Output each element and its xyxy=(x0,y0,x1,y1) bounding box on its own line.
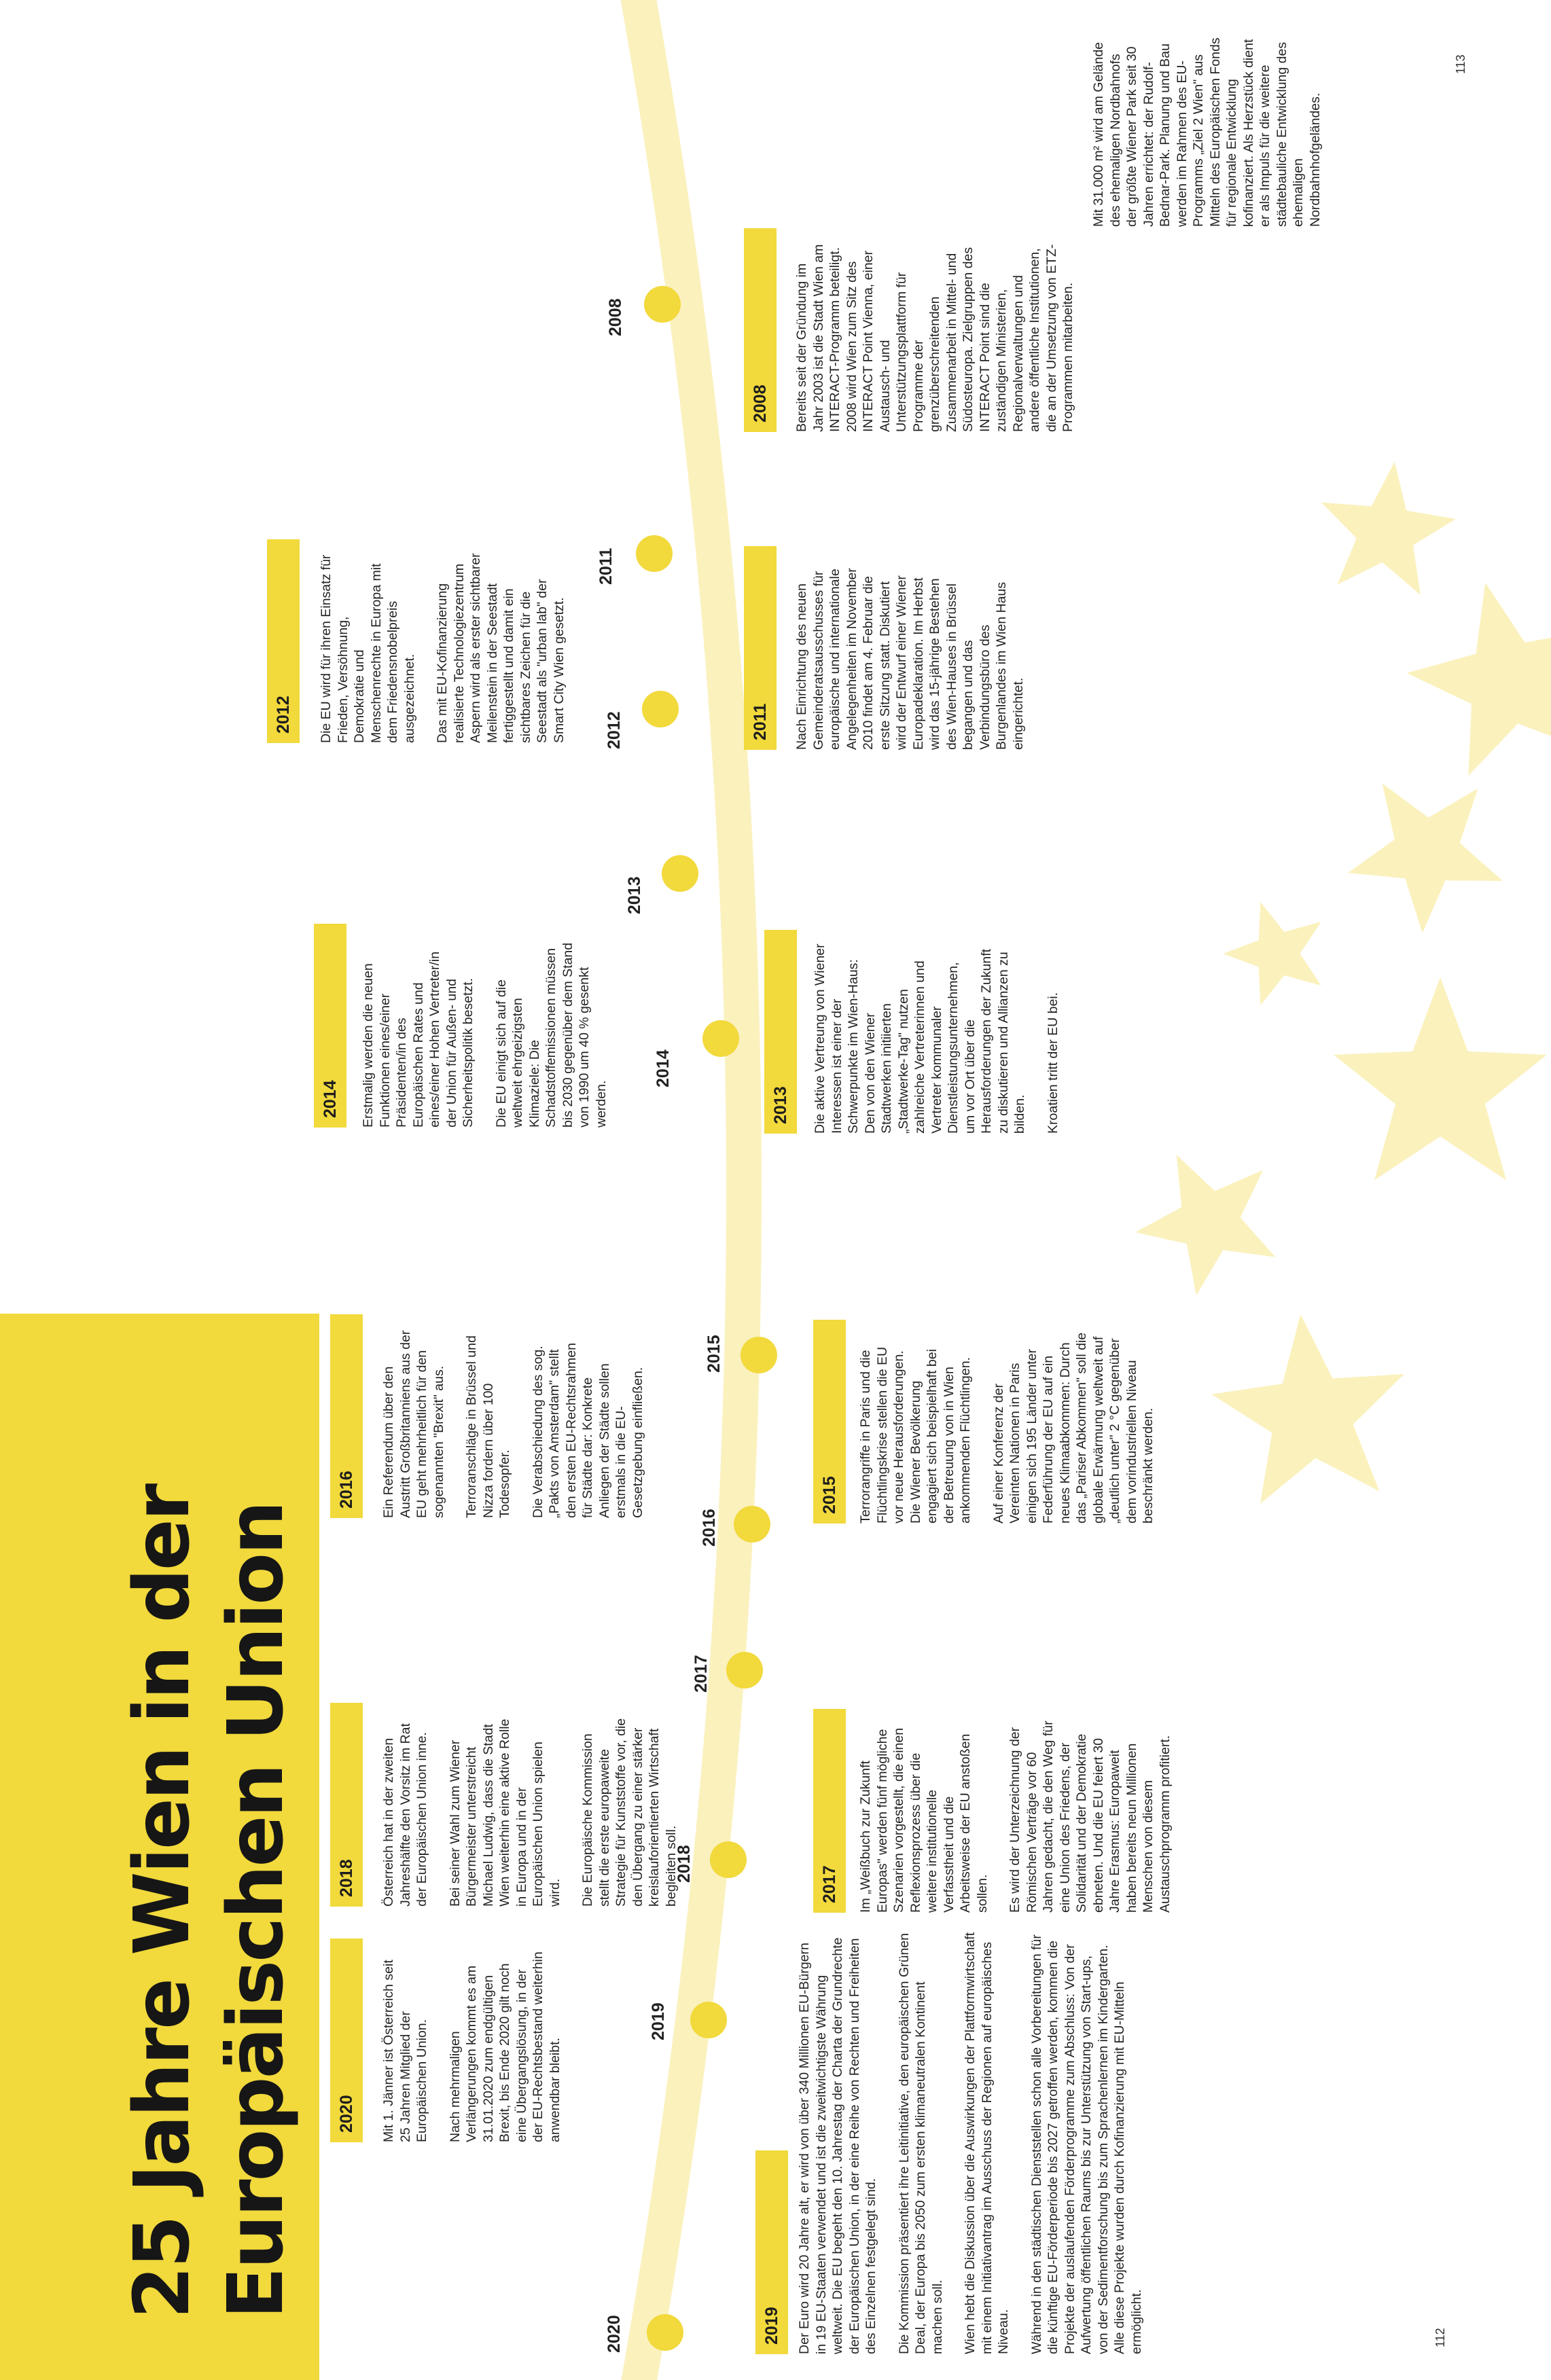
timeline-dot xyxy=(741,1337,777,1373)
entry-text-2011 xyxy=(794,556,1043,750)
entry-text-2015 xyxy=(857,1330,1173,1523)
entry-paragraph: Die Verabschiedung des sog. „Pakts von Amsterdam" stellt den ersten EU-Rechtsrahmen für Städte dar: Konkrete Anliegen der Städte sollen erstmals in die EU- Gesetzgebung einfließen. xyxy=(530,1343,645,1518)
entry-paragraph: Terrorangriffe in Paris und die Flüchtlingskrise stellen die EU vor neue Herausforderungen. Die Wiener Bevölkerung engagiert sich beispielhaft bei der Betreuung von in Wien ankommenden Flüchtlingen. xyxy=(858,1346,973,1523)
timeline-label: 2008 xyxy=(606,298,625,336)
timeline-dot xyxy=(710,1841,747,1878)
year-header-2013: 2013 xyxy=(764,930,797,1134)
entry-paragraph: Bereits seit der Gründung im Jahr 2003 ist die Stadt Wien am INTERACT-Programm beteiligt. 2008 wird Wien zum Sitz des INTERACT Point Vienna, einer Austausch- und Unterstützungsplattform für Programme der grenzüberschreitenden Zusammenarbeit in Mittel- und Südosteuropa. Zielgruppen des INTERACT Point sind die zuständigen Ministerien, Regionalverwaltungen und andere öffentliche Institutionen, die an der Umsetzung von ETZ-Programmen mitarbeiten. xyxy=(794,244,1075,432)
entry-paragraph: Im „Weißbuch zur Zukunft Europas" werden fünf mögliche Szenarien vorgestellt, die einen Reflexionsprozess über die weitere institutionelle Verfasstheit und die Arbeitsweise der EU anstoßen sollen. xyxy=(858,1727,990,1913)
timeline-label: 2020 xyxy=(605,2315,624,2353)
entry-paragraph: Die Kommission präsentiert ihre Leitinitiative, den europäischen Grünen Deal, der Europa bis 2050 zum ersten klimaneutralen Kontinent machen soll. xyxy=(896,1933,945,2354)
entry-text-2018 xyxy=(380,1713,696,1907)
entry-text-2012 xyxy=(318,549,584,743)
timeline-dot xyxy=(647,2314,683,2351)
entry-paragraph: Bei seiner Wahl zum Wiener Bürgermeister unterstreicht Michael Ludwig, dass die Stadt Wien weiterhin eine aktive Rolle in Europa und in der Europäischen Union spielen wird. xyxy=(447,1718,563,1907)
entry-paragraph: Nach mehrmaligen Verlängerungen kommt es am 31.01.2020 zum endgültigen Brexit, bis Ende 2020 gilt noch eine Übergangslösung, in der der EU-Rechtsbestand weiterhin anwendbar bleibt. xyxy=(447,1951,563,2142)
timeline-label: 2013 xyxy=(625,876,644,914)
timeline-label: 2016 xyxy=(700,1509,719,1547)
entry-text-2016 xyxy=(380,1324,662,1518)
timeline-label: 2017 xyxy=(692,1655,711,1693)
timeline-dot xyxy=(726,1652,763,1689)
title-line-2: Europäischen Union xyxy=(212,1502,300,2319)
entry-paragraph: Nach Einrichtung des neuen Gemeinderatsausschusses für europäische und internationale Angelegenheiten im November 2010 findet am 4. Februar die erste Sitzung statt. Diskutiert wird der Entwurf einer Wiener Europadeklaration. Im Herbst wird das 15-jährige Bestehen des Wien-Hauses in Brüssel begangen und das Verbindungsbüro des Burgenlandes im Wien Haus eingerichtet. xyxy=(794,568,1026,750)
entry-paragraph: Erstmalig werden die neuen Funktionen eines/einer Präsidenten/in des Europäischen Rates und eines/einer Hohen Vertreter/in der Union für Außen- und Sicherheitspolitik besetzt. xyxy=(361,951,476,1128)
entry-paragraph: Der Euro wird 20 Jahre alt, er wird von über 340 Millionen EU-Bürgern in 19 EU-Staaten verwendet und ist die zweitwichtigste Währung weltweit. Die EU begeht den 10. Jahrestag der Charta der Grundrechte der Europäischen Union, in der eine Reihe von Rechten und Freiheiten des Einzelnen festgelegt sind. xyxy=(797,1937,878,2354)
timeline-dot xyxy=(644,286,681,323)
entry-paragraph: Mit 1. Jänner ist Österreich seit 25 Jahren Mitglied der Europäischen Union. xyxy=(381,1960,429,2142)
year-header-2016: 2016 xyxy=(330,1314,363,1518)
timeline-dot xyxy=(642,691,679,727)
timeline-dot xyxy=(636,535,673,572)
entry-text-2017 xyxy=(857,1719,1190,1913)
year-header-2020: 2020 xyxy=(330,1939,363,2142)
entry-text-2014 xyxy=(360,934,626,1128)
timeline-label: 2019 xyxy=(649,2002,668,2040)
entry-paragraph: Ein Referendum über den Austritt Großbritanniens aus der EU geht mehrheitlich für den sogenannten "Brexit" aus. xyxy=(381,1330,446,1518)
entry-paragraph: Die Europäische Kommission stellt die erste europaweite Strategie für Kunststoffe vor, die den Übergang zu einer stärker kreislauforientierten Wirtschaft begleiten soll. xyxy=(580,1718,679,1907)
entry-text-2013 xyxy=(812,940,1077,1134)
page-number-right: 113 xyxy=(1454,54,1467,74)
timeline-dot xyxy=(734,1506,770,1543)
page-number-left: 112 xyxy=(1433,2328,1447,2347)
year-header-2012: 2012 xyxy=(267,539,300,743)
timeline-label: 2015 xyxy=(705,1335,724,1373)
year-header-2011: 2011 xyxy=(744,546,777,750)
timeline-dot xyxy=(662,855,698,892)
timeline-label: 2014 xyxy=(654,1049,673,1087)
timeline-label: 2011 xyxy=(596,547,616,585)
entry-text-2019 xyxy=(796,1932,1161,2354)
entry-text-2008-col1 xyxy=(794,238,1093,432)
year-header-2008: 2008 xyxy=(744,228,777,432)
timeline-dot xyxy=(702,1020,739,1057)
title-line-1: 25 Jahre Wien in der xyxy=(118,1485,207,2319)
entry-paragraph: Auf einer Konferenz der Vereinten Nationen in Paris einigen sich 195 Länder unter Federführung der EU auf ein neues Klimaabkommen: Durch das „Pariser Abkommen" soll die globale Erwärmung weltweit auf „deutlich unter" 2 °C gegenüber dem vorindustriellen Niveau beschränkt werden. xyxy=(991,1332,1156,1523)
entry-paragraph: Wien hebt die Diskussion über die Auswirkungen der Plattformwirtschaft mit einem Initiativantrag im Ausschuss der Regionen auf europäisches Niveau. xyxy=(963,1932,1011,2354)
year-header-2018: 2018 xyxy=(330,1703,363,1907)
entry-paragraph: Es wird der Unterzeichnung der Römischen Verträge vor 60 Jahren gedacht, die den Weg für eine Union des Friedens, der Solidarität und der Demokratie ebneten. Und die EU feiert 30 Jahre Erasmus: Europaweit haben bereits neun Millionen Menschen von diesem Austauschprogramm profitiert. xyxy=(1008,1720,1173,1913)
timeline-label: 2018 xyxy=(675,1845,694,1883)
entry-paragraph: Die EU einigt sich auf die weltweit ehrgeizigsten Klimaziele: Die Schadstoffemissionen müssen bis 2030 gegenüber dem Stand von 1990 um 40 % gesenkt werden. xyxy=(493,942,609,1128)
entry-paragraph: Die EU wird für ihren Einsatz für Frieden, Versöhnung, Demokratie und Menschenrechte in Europa mit dem Friedensnobelpreis ausgezeichnet. xyxy=(319,554,417,743)
timeline-label: 2012 xyxy=(605,711,624,749)
entry-paragraph: Österreich hat in der zweiten Jahreshälfte den Vorsitz im Rat der Europäischen Union inne. xyxy=(381,1723,429,1907)
year-header-2014: 2014 xyxy=(314,924,346,1128)
year-header-2017: 2017 xyxy=(813,1709,846,1913)
entry-paragraph: Während in den städtischen Dienststellen schon alle Vorbereitungen für die künftige EU-Förderperiode bis 2027 getroffen werden, kommen die Projekte der auslaufenden Förderprogramme zum Abschluss: Von der Aufwertung öffentlichen Raums bis zur Unterstützung von Start-ups, von der Sedimentforschung bis zum Sprachenlernen im Kindergarten. Alle diese Projekte wurden durch Kofinanzierung mit EU-Mitteln ermöglicht. xyxy=(1029,1934,1144,2354)
entry-paragraph: Die aktive Vertreung von Wiener Interessen ist einer der Schwerpunkte im Wien-Haus: Den von den Wiener Stadtwerken initiierten „Stadtwerke-Tag" nutzen zahlreiche Vertreterinnen und Vertreter kommunaler Dienstleistungsunternehmen, um vor Ort über die Herausforderungen der Zukunft zu diskutieren und Allianzen zu bilden. xyxy=(813,943,1027,1134)
entry-paragraph: Kroatien tritt der EU bei. xyxy=(1045,992,1060,1134)
year-header-2019: 2019 xyxy=(755,2150,788,2354)
entry-paragraph: Das mit EU-Kofinanzierung realisierte Technologiezentrum Aspern wird als erster sichtbarer Meilenstein in der Seestadt fertiggestellt und damit ein sichtbares Zeichen für die Seestadt als "urban lab" der Smart City Wien gesetzt. xyxy=(435,553,567,743)
timeline-dot xyxy=(690,2002,727,2038)
year-header-2015: 2015 xyxy=(813,1320,846,1523)
entry-text-2020 xyxy=(380,1949,580,2142)
entry-text-2008-col2 xyxy=(1090,33,1340,227)
entry-paragraph: Mit 31.000 m² wird am Gelände des ehemaligen Nordbahnofs der größte Wiener Park seit 30 Jahren errichtet: der Rudolf-Bednar-Park. Planung und Bau werden im Rahmen des EU-Programms „Ziel 2 Wien" aus Mitteln des Europäischen Fonds für regionale Entwicklung kofinanziert. Als Herzstück dient er als Impuls für die weitere städtebauliche Entwicklung des ehemaligen Nordbahnhofgeländes. xyxy=(1091,37,1323,227)
entry-paragraph: Terroranschläge in Brüssel und Nizza fordern über 100 Todesopfer. xyxy=(464,1335,512,1518)
